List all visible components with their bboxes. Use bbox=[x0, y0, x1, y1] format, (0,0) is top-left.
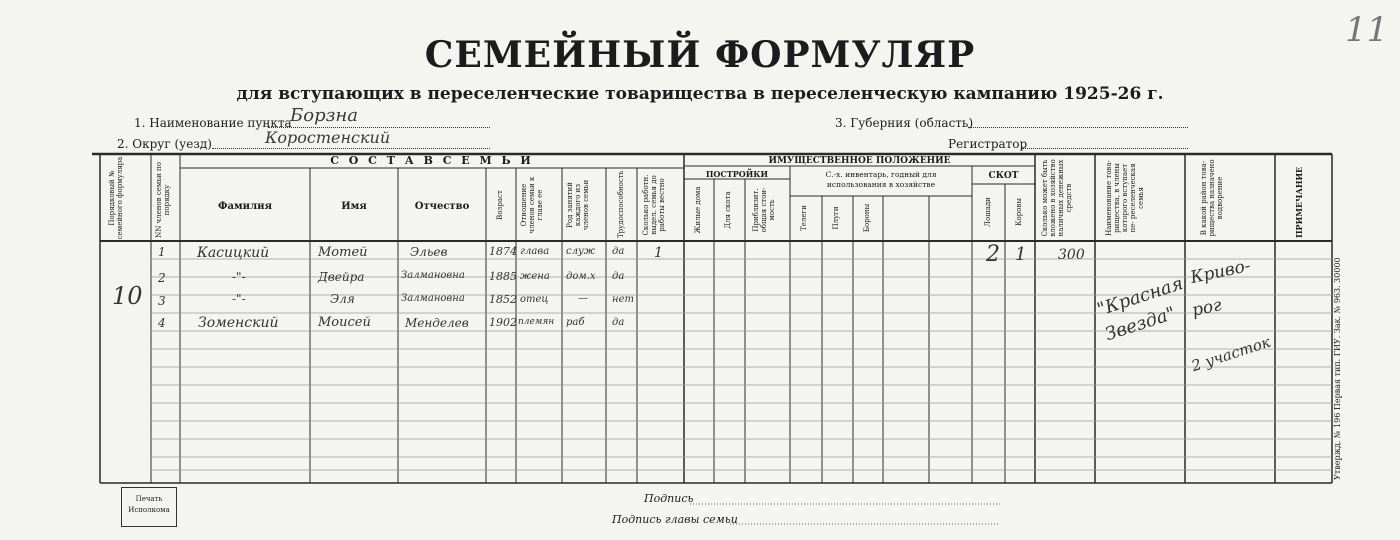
printer-info: Утвержд. № 196 Первая тип. ГИУ. Зак. № 963. 30000 bbox=[1333, 257, 1342, 480]
header-member-no: NN членов семьи по порядку bbox=[155, 162, 171, 238]
member-occupation: раб bbox=[566, 317, 585, 328]
guberniya-label: 3. Губерния (область) bbox=[835, 116, 974, 130]
punkt-value: Борзна bbox=[290, 105, 358, 126]
member-patronymic: Залмановна bbox=[401, 293, 465, 304]
member-relation: жена bbox=[520, 271, 550, 282]
member-age: 1852 bbox=[489, 293, 517, 306]
member-name: Двейра bbox=[318, 270, 365, 284]
member-work: нет bbox=[612, 294, 634, 305]
header-patronymic: Отчество bbox=[414, 201, 470, 212]
member-name: Мотей bbox=[318, 245, 368, 260]
page-number: 11 bbox=[1345, 10, 1389, 50]
family-cows: 1 bbox=[1015, 244, 1027, 265]
signature-label: Подпись bbox=[644, 492, 694, 505]
member-relation: племян bbox=[518, 317, 555, 327]
family-money: 300 bbox=[1058, 247, 1085, 263]
member-surname: -"- bbox=[232, 270, 246, 284]
header-property: ИМУЩЕСТВЕННОЕ ПОЛОЖЕНИЕ bbox=[768, 156, 951, 166]
family-district-2: рог bbox=[1190, 295, 1224, 321]
header-district: В какой район това- рищества назначено водворение bbox=[1200, 159, 1224, 237]
member-relation: глава bbox=[520, 246, 550, 257]
stamp-box bbox=[121, 487, 177, 527]
member-patronymic: Залмановна bbox=[401, 270, 465, 281]
registrator-label: Регистратор bbox=[948, 137, 1028, 151]
header-workability: Трудоспособность bbox=[617, 170, 625, 238]
member-num: 4 bbox=[158, 316, 166, 330]
member-age: 1885 bbox=[489, 270, 517, 283]
header-family-composition: С О С Т А В С Е М Ь И bbox=[330, 154, 534, 167]
header-horses: Лошади bbox=[984, 197, 992, 227]
header-ploughs: Плуги bbox=[832, 206, 840, 230]
header-harrows: Бороны bbox=[863, 203, 871, 233]
member-relation: отец bbox=[520, 294, 549, 305]
header-partnership: Наименование това- рищества, в члены которого вступает пе- реселенческая семья bbox=[1105, 160, 1145, 236]
header-surname: Фамилия bbox=[218, 201, 272, 212]
member-occupation: дом.х bbox=[566, 271, 596, 282]
member-age: 1874 bbox=[489, 245, 517, 258]
member-num: 3 bbox=[158, 294, 166, 308]
member-name: Моисей bbox=[318, 315, 371, 330]
member-occupation: служ bbox=[566, 246, 596, 257]
family-seq: 10 bbox=[112, 282, 143, 310]
form-title: СЕМЕЙНЫЙ ФОРМУЛЯР bbox=[424, 34, 976, 76]
member-name: Эля bbox=[330, 292, 355, 306]
header-relation: Отношение членов семьи к главе ее bbox=[520, 176, 544, 234]
member-num: 2 bbox=[158, 271, 166, 285]
header-cattle-sheds: Для скота bbox=[724, 191, 732, 229]
head-signature-label: Подпись главы семьи bbox=[612, 513, 738, 526]
member-work: да bbox=[612, 317, 625, 328]
form-subtitle: для вступающих в переселенческие товарищества в переселенческую кампанию 1925-26 г. bbox=[236, 84, 1164, 104]
stamp-line-2: Исполкома bbox=[128, 506, 170, 514]
member-patronymic: Эльев bbox=[410, 245, 448, 259]
header-workers: Сколько работн. выдел. семья до работы вестно bbox=[642, 174, 666, 236]
header-houses: Жилые дома bbox=[694, 186, 702, 234]
header-carts: Телеги bbox=[800, 205, 808, 231]
punkt-label: 1. Наименование пункта bbox=[134, 116, 292, 130]
header-name: Имя bbox=[341, 201, 367, 212]
header-cows: Коровы bbox=[1015, 198, 1023, 226]
stamp-line-1: Печать bbox=[135, 495, 163, 503]
member-work: да bbox=[612, 246, 625, 257]
member-patronymic: Менделев bbox=[405, 316, 469, 330]
header-livestock: СКОТ bbox=[988, 171, 1019, 181]
header-note: ПРИМЕЧАНИЕ bbox=[1294, 166, 1304, 238]
header-occupation: Род занятий каждого из членов семьи bbox=[566, 179, 590, 231]
member-age: 1902 bbox=[489, 316, 517, 329]
header-age: Возраст bbox=[496, 190, 504, 220]
family-horses: 2 bbox=[986, 242, 1000, 267]
family-workers: 1 bbox=[654, 245, 663, 261]
member-occupation: — bbox=[578, 293, 588, 304]
member-num: 1 bbox=[158, 245, 166, 259]
member-work: да bbox=[612, 271, 625, 282]
member-surname: -"- bbox=[232, 292, 246, 306]
okrug-label: 2. Округ (уезд) bbox=[117, 137, 212, 151]
header-inventory: С.-х. инвентарь, годный для использования в хозяйстве bbox=[825, 170, 937, 189]
member-surname: Касицкий bbox=[197, 245, 270, 261]
header-approx-value: Приблизит. общая стои- мость bbox=[752, 187, 776, 233]
header-seq: Порядковый № семейного формуляра bbox=[108, 156, 124, 240]
family-district-3: 2 участок bbox=[1189, 332, 1273, 376]
header-money: Сколько может быть вложено в хозяйство наличных денежных средств bbox=[1041, 159, 1073, 237]
family-partnership: "Красная Звезда" bbox=[1094, 273, 1186, 346]
family-district-1: Криво- bbox=[1188, 255, 1253, 289]
okrug-value: Коростенский bbox=[265, 128, 391, 147]
member-surname: Зоменский bbox=[198, 315, 279, 331]
header-buildings: ПОСТРОЙКИ bbox=[705, 169, 769, 179]
